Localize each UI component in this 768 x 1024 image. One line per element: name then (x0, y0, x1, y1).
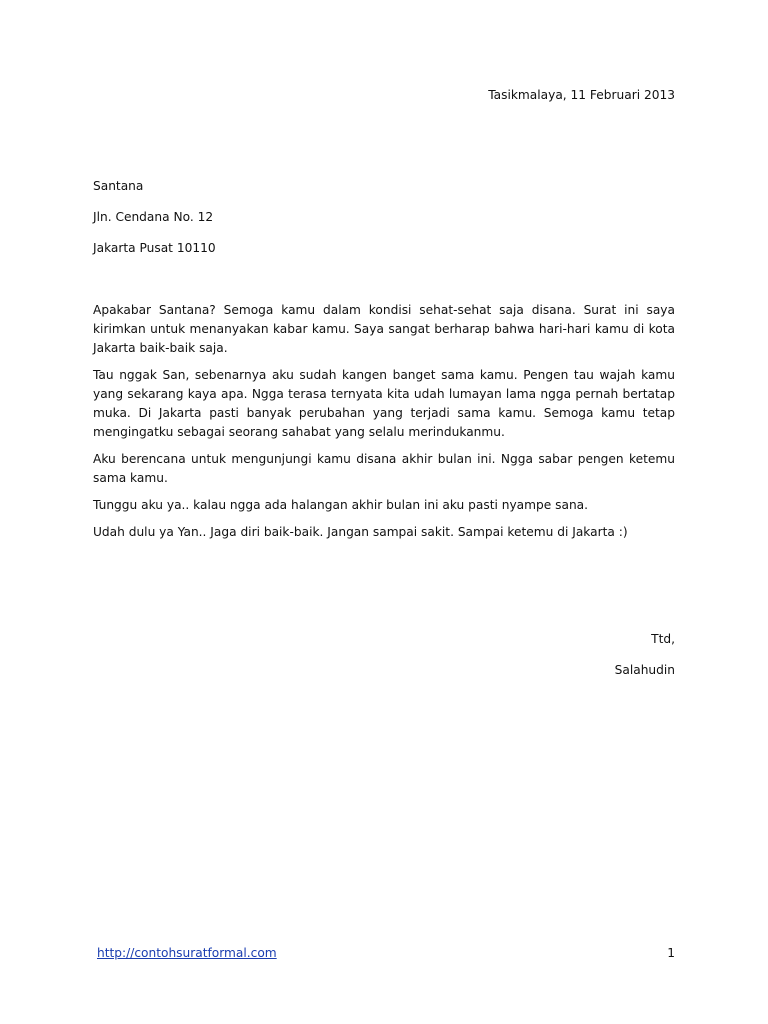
paragraph-farewell: Udah dulu ya Yan.. Jaga diri baik-baik. Jangan sampai sakit. Sampai ketemu di Jakarta :) (93, 525, 628, 539)
recipient-city: Jakarta Pusat 10110 (93, 241, 216, 255)
paragraph-greeting: Apakabar Santana? Semoga kamu dalam kondisi sehat-sehat saja disana. Surat ini saya kirimkan untuk menanyakan kabar kamu. Saya sangat berharap bahwa hari-hari kamu di kota Jakarta baik-baik saja. (93, 303, 675, 355)
paragraph-plan-visit: Aku berencana untuk mengunjungi kamu disana akhir bulan ini. Ngga sabar pengen ketemu sama kamu. (93, 452, 675, 485)
closing-text: Ttd, (651, 632, 675, 646)
page-number: 1 (667, 946, 675, 960)
paragraph-miss-you: Tau nggak San, sebenarnya aku sudah kangen banget sama kamu. Pengen tau wajah kamu yang sekarang kaya apa. Ngga terasa ternyata kita udah lumayan lama ngga pernah bertatap muka. Di Jakarta pasti banyak perubahan yang terjadi sama kamu. Semoga kamu tetap mengingatku sebagai seorang sahabat yang selalu merindukanmu. (93, 368, 675, 439)
footer-link[interactable]: http://contohsuratformal.com (97, 946, 277, 960)
signature-name: Salahudin (614, 663, 675, 677)
recipient-name: Santana (93, 179, 144, 193)
letter-body (93, 301, 675, 550)
date-line: Tasikmalaya, 11 Februari 2013 (488, 88, 675, 102)
paragraph-wait: Tunggu aku ya.. kalau ngga ada halangan akhir bulan ini aku pasti nyampe sana. (93, 498, 589, 512)
recipient-street: Jln. Cendana No. 12 (93, 210, 214, 224)
